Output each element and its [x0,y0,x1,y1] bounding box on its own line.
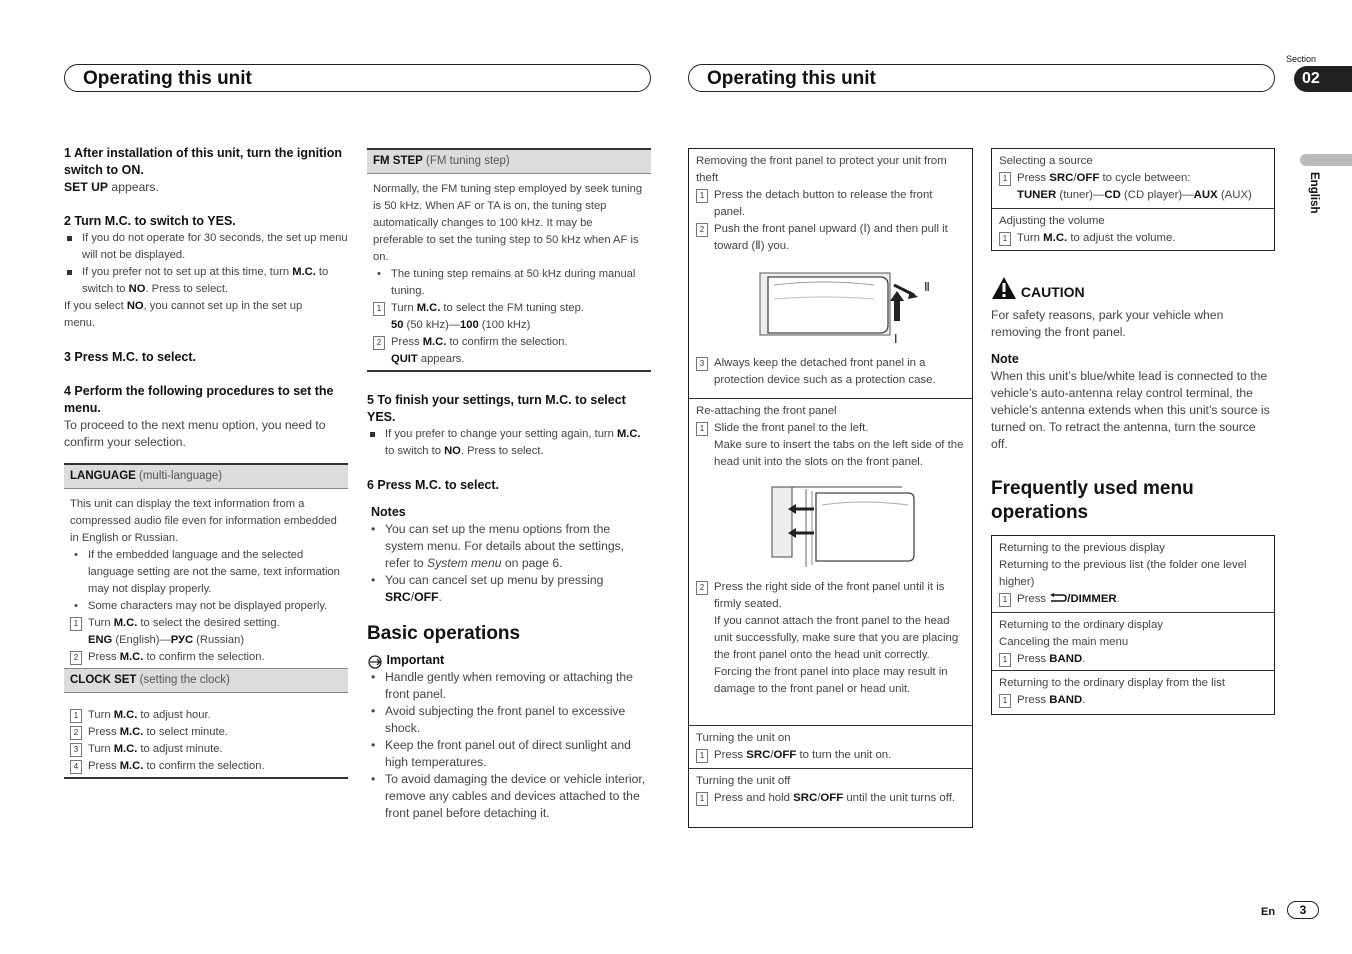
footer-language: En [1261,906,1276,918]
setup-term: SET UP [64,180,109,194]
frequent-operations-box [991,535,1275,715]
step-6-title: 6 Press M.C. to select. [367,478,500,492]
language-setting-box [64,463,348,779]
step-1-title: 1 After installation of this unit, turn the ignition switch to ON. [64,146,342,177]
removing-title: Removing the front panel to protect your unit from theft [696,155,947,184]
fm-step-2: 2 Press M.C. to confirm the selection. [373,334,645,351]
language-step-1: 1 Turn M.C. to select the desired setting. [70,615,342,632]
attach-illustration [696,475,966,579]
reattaching-step-1-note: Make sure to insert the tabs on the left side of the head unit into the slots on the front panel. [714,439,964,468]
important-item: • Handle gently when removing or attaching the front panel. [367,669,651,703]
adjusting-volume-step: 1 Turn M.C. to adjust the volume. [999,230,1268,247]
fm-step-box [367,148,651,372]
turning-on-step: 1 Press SRC/OFF to turn the unit on. [696,747,966,764]
left-page-title: Operating this unit [83,68,252,89]
note-body: When this unit’s blue/white lead is connected to the vehicle’s auto-antenna relay control terminal, the vehicle’s antenna extends when this unit’s source is turned on. To retract the antenna, turn the source off. [991,369,1270,451]
step-2-bullet-1: If you do not operate for 30 seconds, the set up menu will not be displayed. [64,230,348,264]
column-1 [64,145,348,451]
frequent-item-2 [992,613,1274,671]
clock-step: 3 Turn M.C. to adjust minute. [70,741,342,758]
step-5-title: 5 To finish your settings, turn M.C. to select YES. [367,393,626,424]
frequent-item-1-step: 1 Press /DIMMER. [999,591,1268,609]
step-3-title: 3 Press M.C. to select. [64,350,197,364]
turning-off-section [689,769,972,811]
removing-step-2: 2 Push the front panel upward (Ⅰ) and then pull it toward (Ⅱ) you. [696,221,966,255]
important-item: • Keep the front panel out of direct sunlight and high temperatures. [367,737,651,771]
clock-steps [64,693,348,777]
frequent-item-2-step: 1 Press BAND. [999,651,1268,668]
language-step-2: 2 Press M.C. to confirm the selection. [70,649,342,666]
step-5-bullet: If you prefer to change your setting again, turn M.C. to switch to NO. Press to select. [367,426,651,460]
section-label: Section [1286,54,1317,64]
clock-box-header: CLOCK SET (setting the clock) [64,668,348,693]
fm-options: 50 (50 kHz)—100 (100 kHz) [391,319,531,331]
source-volume-box [991,148,1275,251]
selecting-source-title: Selecting a source [999,155,1093,167]
right-page-title: Operating this unit [707,68,876,89]
step-4-title: 4 Perform the following procedures to set the menu. [64,384,334,415]
back-arrow-icon [1049,592,1067,609]
column-2-lower [367,392,651,822]
reattaching-step-1: 1 Slide the front panel to the left. [696,420,966,437]
frequent-item-1-subtitle: Returning to the previous list (the folder one level higher) [999,559,1247,588]
language-bullet-2: • Some characters may not be displayed properly. [70,598,342,615]
turning-on-title: Turning the unit on [696,732,791,744]
frequent-item-3-step: 1 Press BAND. [999,692,1268,709]
caution-heading: CAUTION [991,276,1275,307]
column-4-text [991,276,1275,525]
side-tab-bar [1300,154,1352,166]
fm-step-1: 1 Turn M.C. to select the FM tuning step. [373,300,645,317]
turning-off-step: 1 Press and hold SRC/OFF until the unit turns off. [696,790,966,807]
page-number-badge [1287,901,1319,919]
adjusting-volume-title: Adjusting the volume [999,215,1105,227]
section-number-badge [1294,66,1352,92]
important-item: • To avoid damaging the device or vehicle interior, remove any cables and devices attached to the front panel before detaching it. [367,771,651,822]
step-2-paragraph: If you select NO, you cannot set up in the set up menu. [64,300,303,329]
fm-quit: QUIT appears. [391,353,465,365]
removing-section [689,149,972,399]
important-icon [367,655,383,667]
reattaching-title: Re-attaching the front panel [696,405,837,417]
frequent-item-1 [992,536,1274,613]
warning-icon [991,276,1017,307]
detach-illustration [696,259,966,355]
clock-step: 2 Press M.C. to select minute. [70,724,342,741]
important-label: Important [367,652,651,669]
step-4-body: To proceed to the next menu option, you need to confirm your selection. [64,418,326,449]
turning-off-title: Turning the unit off [696,775,791,787]
notes-title: Notes [371,505,406,519]
basic-operations-heading: Basic operations [367,623,521,644]
section-number: 02 [1302,70,1320,87]
left-page-header [64,64,651,92]
reattaching-step-2: 2 Press the right side of the front panel until it is firmly seated. [696,579,966,613]
frequent-item-3 [992,671,1274,713]
turning-on-section [689,726,972,769]
clock-step: 4 Press M.C. to confirm the selection. [70,758,342,775]
language-box-header: LANGUAGE (multi-language) [64,465,348,489]
note-2: • You can cancel set up menu by pressing SRC/OFF. [367,572,651,606]
right-page-header [688,64,1275,92]
removing-step-1: 1 Press the detach button to release the front panel. [696,187,966,221]
frequent-item-2-subtitle: Canceling the main menu [999,636,1129,648]
step-2-bullet-2: If you prefer not to set up at this time, turn M.C. to switch to NO. Press to select. [64,264,348,298]
direction-I-label: Ⅰ [894,332,898,346]
caution-body: For safety reasons, park your vehicle when removing the front panel. [991,308,1224,339]
note-1: • You can set up the menu options from the system menu. For details about the settings, refer to System menu on page 6. [367,521,651,572]
frequent-item-1-title: Returning to the previous display [999,542,1165,554]
page-number: 3 [1299,903,1307,917]
adjusting-volume-section [992,209,1274,251]
important-item: • Avoid subjecting the front panel to excessive shock. [367,703,651,737]
fm-bullet: • The tuning step remains at 50 kHz during manual tuning. [373,266,645,300]
direction-II-label: Ⅱ [924,280,930,294]
clock-step: 1 Turn M.C. to adjust hour. [70,707,342,724]
frequent-item-2-title: Returning to the ordinary display [999,619,1163,631]
side-tab-label: English [1308,172,1320,214]
fm-box-header: FM STEP (FM tuning step) [367,150,651,174]
selecting-source-section [992,149,1274,209]
reattaching-step-2-note: If you cannot attach the front panel to the head unit successfully, make sure that you are placing the front panel onto the head unit correctly. Forcing the front panel into place may result in damage to the front panel or head unit. [714,615,959,695]
front-panel-procedures [688,148,973,828]
reattaching-section [689,399,972,726]
language-description: This unit can display the text information from a compressed audio file even for information embedded in English or Russian. [70,498,337,544]
language-options: ENG (English)—РУС (Russian) [88,634,245,646]
note-heading: Note [991,352,1019,366]
removing-step-3: 3 Always keep the detached front panel in a protection device such as a protection case. [696,355,966,389]
step-1-body: appears. [108,180,159,194]
frequent-item-3-title: Returning to the ordinary display from the list [999,677,1226,689]
fm-description: Normally, the FM tuning step employed by seek tuning is 50 kHz. When AF or TA is on, the tuning step automatically changes to 100 kHz. It may be preferable to set the tuning step to 50 kHz when AF is on. [373,183,643,263]
frequently-used-heading: Frequently used menu operations [991,478,1194,523]
selecting-source-step: 1 Press SRC/OFF to cycle between: [999,170,1268,187]
source-options: TUNER (tuner)—CD (CD player)—AUX (AUX) [1017,189,1252,201]
step-2-title: 2 Turn M.C. to switch to YES. [64,214,236,228]
language-bullet-1: • If the embedded language and the selected language setting are not the same, text information may not display properly. [70,547,342,598]
